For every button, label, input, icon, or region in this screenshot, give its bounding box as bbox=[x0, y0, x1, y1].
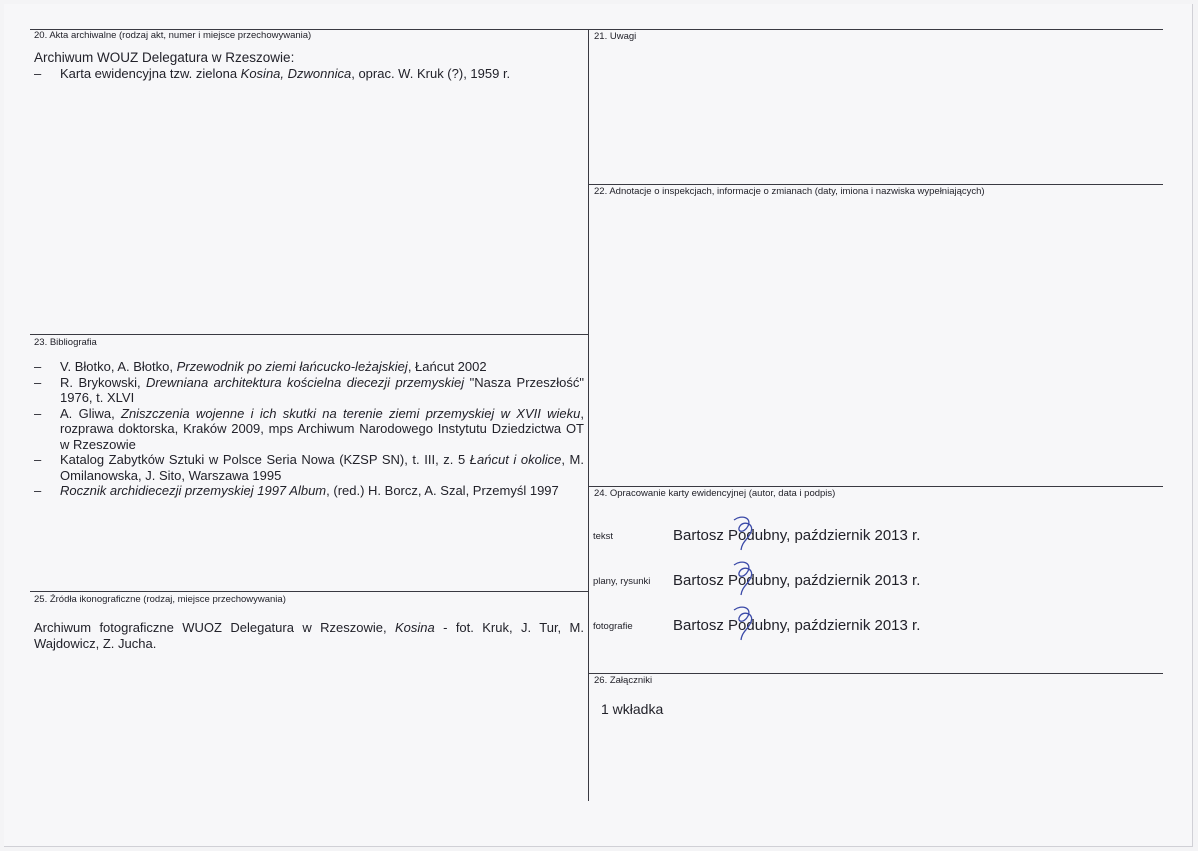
field-20-heading: Archiwum WOUZ Delegatura w Rzeszowie: bbox=[34, 50, 295, 65]
field-23-label: 23. Bibliografia bbox=[34, 337, 97, 348]
list-item: – Rocznik archidiecezji przemyskiej 1997 Album, (red.) H. Borcz, A. Szal, Przemyśl 1997 bbox=[34, 483, 559, 498]
author-row-kind: plany, rysunki bbox=[593, 576, 651, 587]
field-23-content bbox=[34, 359, 584, 499]
author-row-value: Bartosz Podubny, październik 2013 r. bbox=[673, 572, 921, 589]
field-22-label: 22. Adnotacje o inspekcjach, informacje o zmianach (daty, imiona i nazwiska wypełniających) bbox=[594, 186, 985, 197]
list-item: – Katalog Zabytków Sztuki w Polsce Seria Nowa (KZSP SN), t. III, z. 5 Łańcut i okolice, M. Omilanowska, J. Sito, Warszawa 1995 bbox=[34, 452, 584, 483]
rule-26 bbox=[588, 673, 1163, 674]
field-26-label: 26. Załączniki bbox=[594, 675, 653, 686]
rule-24 bbox=[588, 486, 1163, 487]
signature-icon bbox=[730, 514, 760, 554]
field-20-content bbox=[34, 50, 584, 81]
field-20-label: 20. Akta archiwalne (rodzaj akt, numer i miejsce przechowywania) bbox=[34, 30, 312, 41]
field-20-list bbox=[34, 66, 584, 82]
author-row-text bbox=[593, 524, 1153, 544]
column-divider bbox=[588, 29, 589, 801]
author-row-kind: tekst bbox=[593, 531, 614, 542]
signature-icon bbox=[730, 559, 760, 599]
field-25-label: 25. Źródła ikonograficzne (rodzaj, miejsce przechowywania) bbox=[34, 594, 286, 605]
rule-25 bbox=[30, 591, 588, 592]
rule-top-right bbox=[588, 29, 1163, 30]
author-row-plans bbox=[593, 569, 1153, 589]
rule-22 bbox=[588, 184, 1163, 185]
list-item: – V. Błotko, A. Błotko, Przewodnik po ziemi łańcucko-leżajskiej, Łańcut 2002 bbox=[34, 359, 487, 374]
signature-icon bbox=[730, 604, 760, 644]
author-row-kind: fotografie bbox=[593, 621, 633, 632]
field-25-content: Archiwum fotograficzne WUOZ Delegatura w Rzeszowie, Kosina - fot. Kruk, J. Tur, M. Wajdowicz, Z. Jucha. bbox=[34, 620, 584, 651]
list-item: – R. Brykowski, Drewniana architektura kościelna diecezji przemyskiej "Nasza Przeszłość" 1976, t. XLVI bbox=[34, 374, 584, 405]
field-21-label: 21. Uwagi bbox=[594, 31, 637, 42]
author-row-value: Bartosz Podubny, październik 2013 r. bbox=[673, 617, 921, 634]
attachments-value: 1 wkładka bbox=[601, 701, 664, 717]
dash-bullet: – bbox=[34, 65, 42, 81]
field-24-label: 24. Opracowanie karty ewidencyjnej (autor, data i podpis) bbox=[594, 488, 836, 499]
author-row-value: Bartosz Podubny, październik 2013 r. bbox=[673, 527, 921, 544]
rule-23 bbox=[30, 334, 588, 335]
list-item: – A. Gliwa, Zniszczenia wojenne i ich skutki na terenie ziemi przemyskiej w XVII wieku, rozprawa doktorska, Kraków 2009, mps Archiwum Narodowego Instytutu Dziedzictwa OT w Rzeszowie bbox=[34, 405, 585, 452]
bibliography-list bbox=[34, 359, 584, 499]
list-item: – Karta ewidencyjna tzw. zielona Kosina, Dzwonnica, oprac. W. Kruk (?), 1959 r. bbox=[34, 65, 511, 81]
author-row-photos bbox=[593, 614, 1153, 634]
